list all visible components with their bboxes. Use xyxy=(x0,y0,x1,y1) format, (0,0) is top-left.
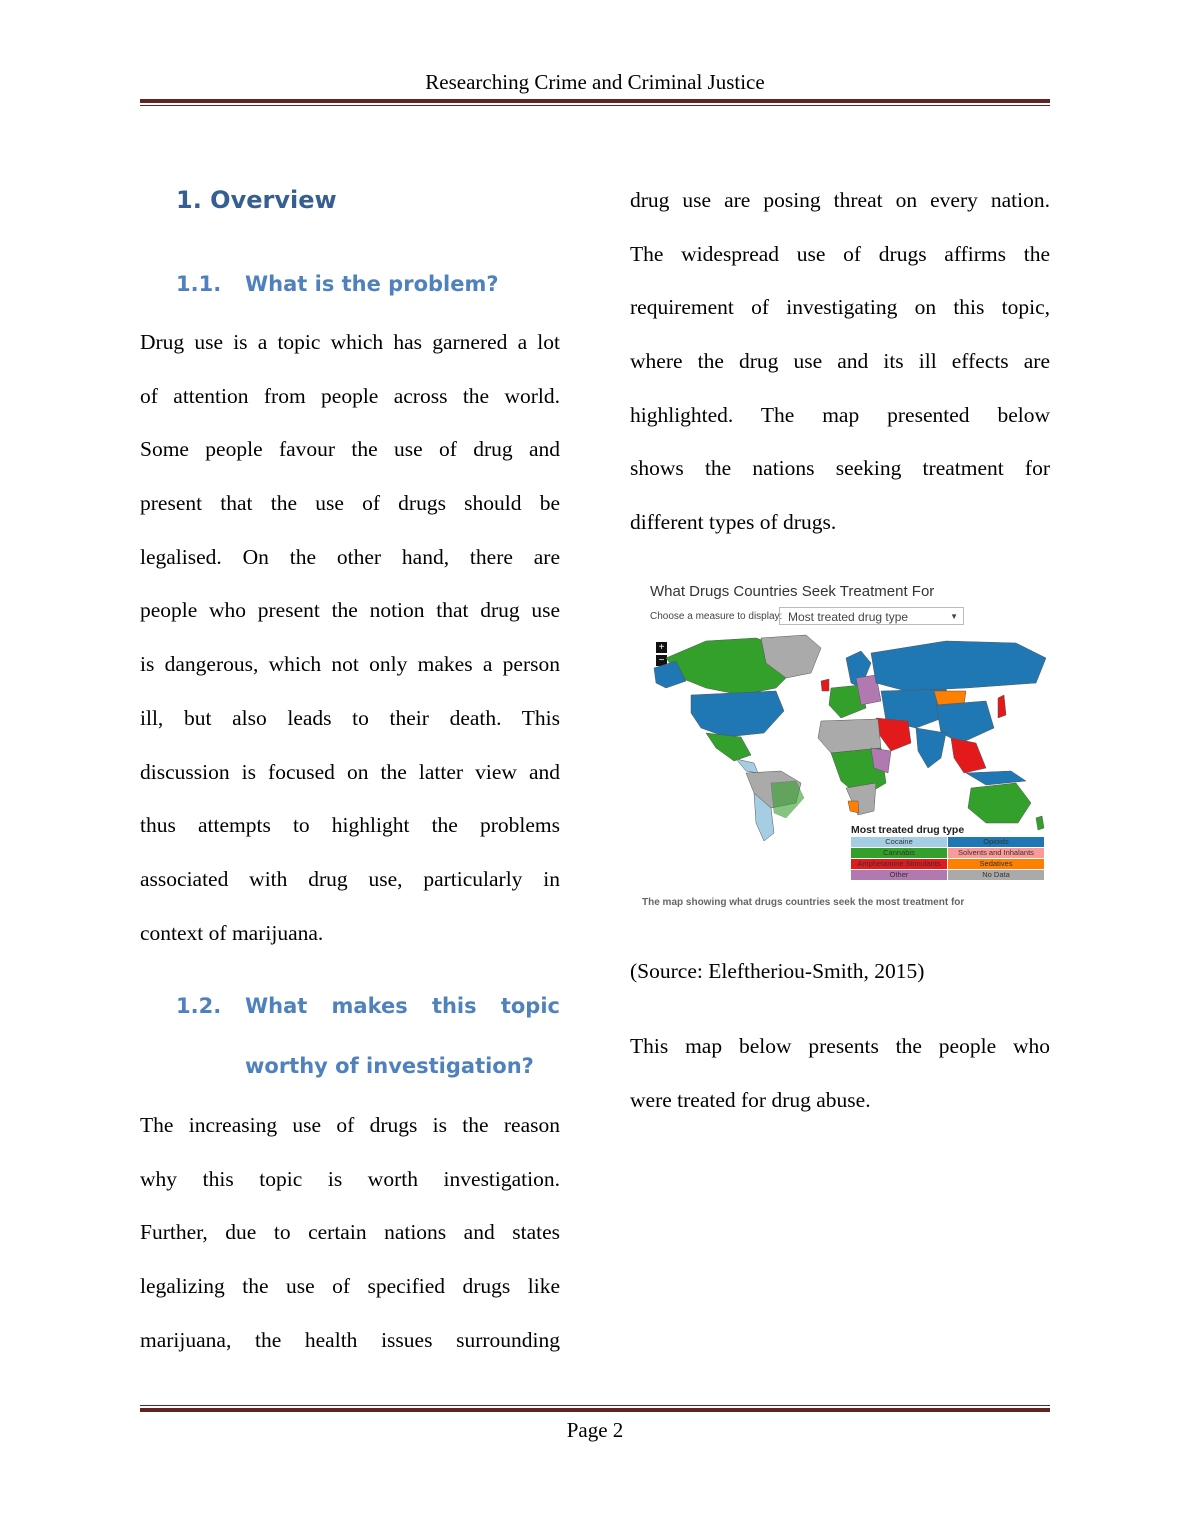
paragraph-problem xyxy=(140,316,560,960)
text-line: where the drug use and its ill effects are xyxy=(630,349,1050,374)
text-line: shows the nations seeking treatment for xyxy=(630,456,1050,481)
subsection-number: 1.2. xyxy=(176,994,222,1018)
zoom-in-icon[interactable]: + xyxy=(656,642,667,653)
subsection-title-line2: worthy of investigation? xyxy=(245,1054,534,1078)
text-line: Some people favour the use of drug and xyxy=(140,437,560,462)
subsection-number: 1.1. xyxy=(176,272,222,296)
text-line: associated with drug use, particularly in xyxy=(140,866,560,891)
map-measure-value: Most treated drug type xyxy=(788,610,909,624)
drug-treatment-map-figure xyxy=(640,578,1048,918)
map-region-uk xyxy=(821,679,829,691)
map-measure-select[interactable] xyxy=(779,607,964,625)
map-region-south-africa xyxy=(848,801,859,813)
text-line: of attention from people across the world. xyxy=(140,383,560,408)
map-title: What Drugs Countries Seek Treatment For xyxy=(650,583,935,600)
legend-title: Most treated drug type xyxy=(851,824,965,836)
header-rule-thick xyxy=(140,99,1050,103)
text-line: The increasing use of drugs is the reason xyxy=(140,1113,560,1137)
paragraph-continued xyxy=(630,174,1050,550)
map-caption: The map showing what drugs countries seek the most treatment for xyxy=(642,897,965,908)
map-region-japan xyxy=(998,695,1006,718)
legend-item: Sedatives xyxy=(948,859,1044,869)
paragraph-worthy xyxy=(140,1099,560,1367)
text-line: ill, but also leads to their death. This xyxy=(140,705,560,730)
subsection-title: What is the problem? xyxy=(245,272,499,296)
legend-item: No Data xyxy=(948,870,1044,880)
text-line: different types of drugs. xyxy=(630,510,837,535)
map-region-central-america xyxy=(736,759,758,773)
legend-item: Other xyxy=(851,870,947,880)
map-region-southeast-asia xyxy=(951,738,986,773)
text-line: The widespread use of drugs affirms the xyxy=(630,241,1050,266)
text-line: highlighted. The map presented below xyxy=(630,402,1050,427)
text-line: thus attempts to highlight the problems xyxy=(140,813,560,838)
map-region-russia xyxy=(871,641,1046,691)
zoom-out-icon[interactable]: − xyxy=(656,655,667,666)
section-heading-overview: 1. Overview xyxy=(176,186,337,214)
text-line: discussion is focused on the latter view and xyxy=(140,759,560,784)
text-line: legalised. On the other hand, there are xyxy=(140,544,560,569)
text-line: people who present the notion that drug use xyxy=(140,598,560,623)
text-line: Further, due to certain nations and states xyxy=(140,1220,560,1245)
footer-rule-thin xyxy=(140,1405,1050,1406)
dropdown-arrow-icon: ▼ xyxy=(950,612,958,621)
subsection-title-line1 xyxy=(245,994,560,1018)
header-title: Researching Crime and Criminal Justice xyxy=(425,70,765,94)
text-line: requirement of investigating on this topic, xyxy=(630,295,1050,320)
text-line: marijuana, the health issues surrounding xyxy=(140,1327,560,1352)
legend-item: Amphetamine Stimulants xyxy=(851,859,947,869)
text-line: is dangerous, which not only makes a person xyxy=(140,652,560,677)
heading-word: makes xyxy=(331,994,408,1018)
legend-item: Cocaine xyxy=(851,837,947,847)
map-region-india xyxy=(916,728,946,768)
map-region-australia xyxy=(968,783,1031,823)
page-number: Page 2 xyxy=(566,1418,624,1442)
heading-word: this xyxy=(431,994,477,1018)
text-line: present that the use of drugs should be xyxy=(140,491,560,516)
world-map xyxy=(646,633,1046,843)
text-line: Drug use is a topic which has garnered a lot xyxy=(140,330,560,354)
text-line: why this topic is worth investigation. xyxy=(140,1166,560,1191)
map-region-usa xyxy=(691,691,784,737)
text-line: drug use are posing threat on every nation. xyxy=(630,188,1050,212)
text-line: context of marijuana. xyxy=(140,920,324,945)
paragraph-closing xyxy=(630,1020,1050,1127)
map-measure-label: Choose a measure to display: xyxy=(650,611,783,622)
map-region-mexico xyxy=(706,733,751,761)
heading-word: topic xyxy=(500,994,560,1018)
map-source-citation: (Source: Eleftheriou-Smith, 2015) xyxy=(630,959,925,983)
heading-word: What xyxy=(245,994,308,1018)
map-region-indonesia xyxy=(966,771,1026,785)
footer-rule-thick xyxy=(140,1408,1050,1412)
legend-item: Cannabis xyxy=(851,848,947,858)
text-line: were treated for drug abuse. xyxy=(630,1087,871,1112)
text-line: This map below presents the people who xyxy=(630,1034,1050,1058)
text-line: legalizing the use of specified drugs like xyxy=(140,1274,560,1299)
header-rule-thin xyxy=(140,105,1050,106)
map-region-new-zealand xyxy=(1036,816,1044,830)
legend-item: Solvents and Inhalants xyxy=(948,848,1044,858)
map-region-middle-east xyxy=(876,718,911,751)
legend-item: Opioids xyxy=(948,837,1044,847)
